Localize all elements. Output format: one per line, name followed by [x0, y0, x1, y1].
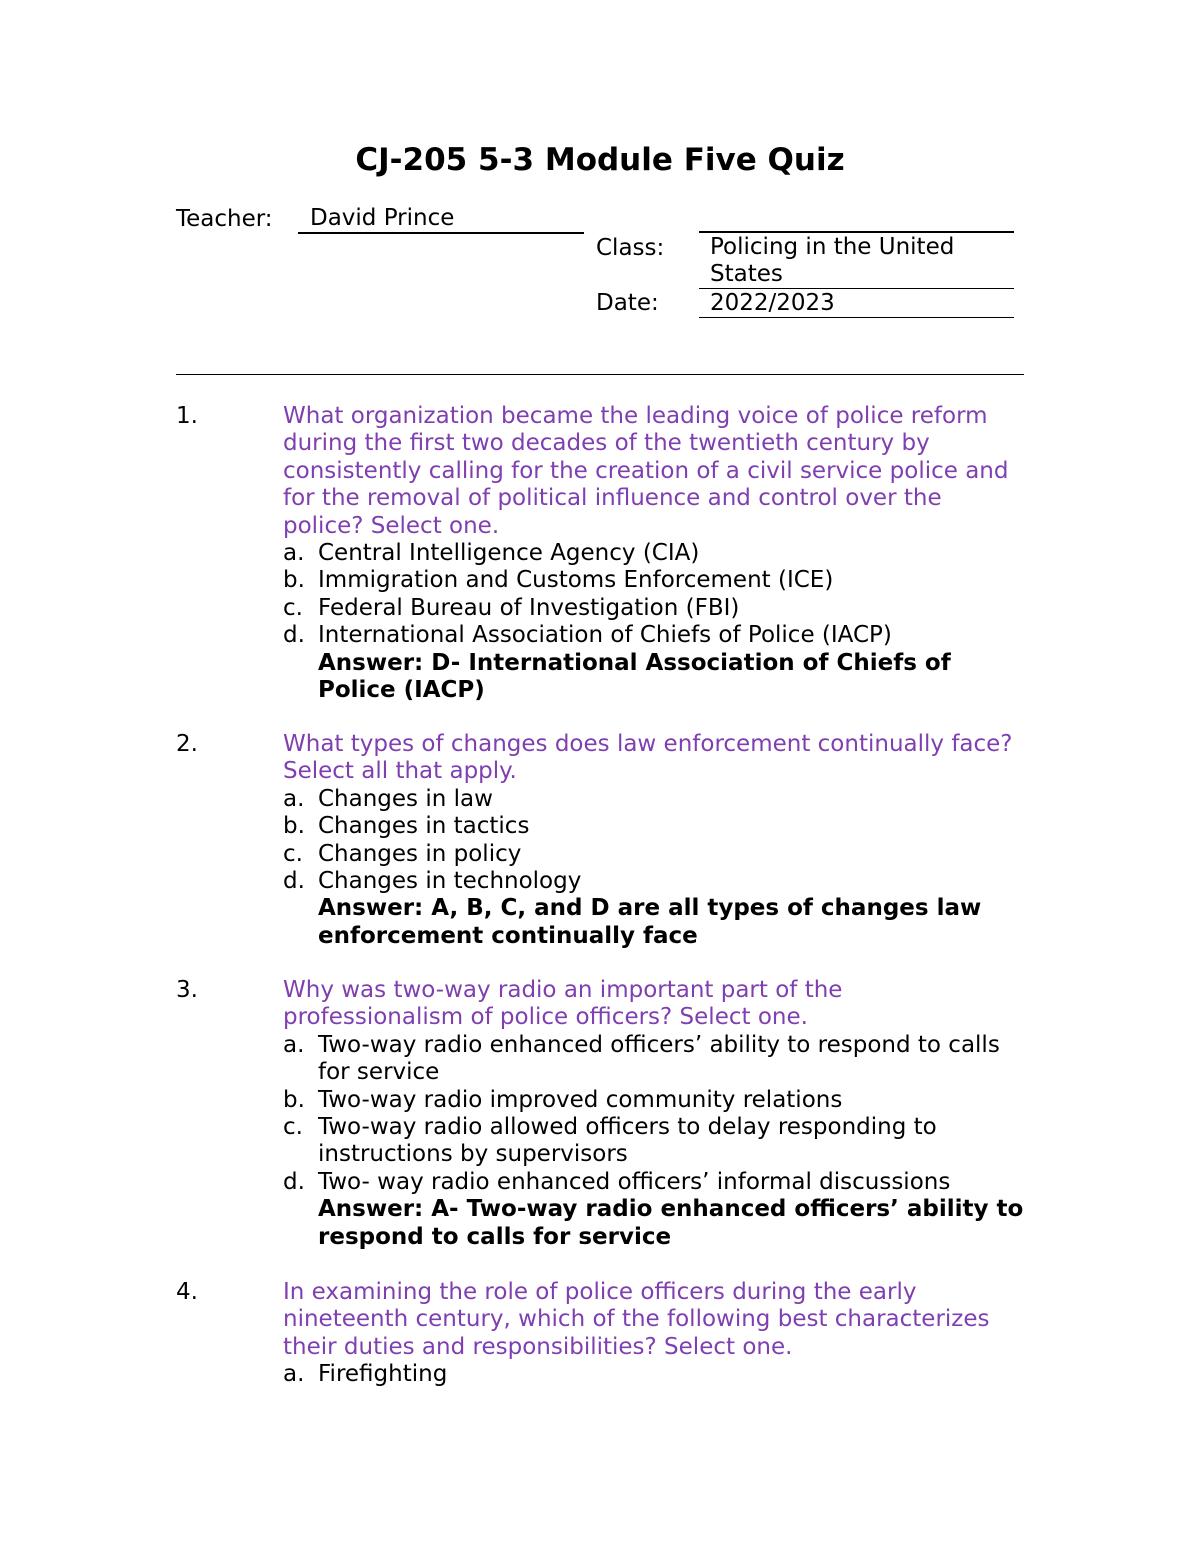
option-letter: c. [283, 1114, 303, 1141]
option-text: Firefighting [318, 1361, 448, 1388]
question-text: What organization became the leading voice of police reform during the first two decades of the twentieth century by consistently calling for the creation of a civil service police and for the removal of political influence and control over the police? Select one. [283, 403, 1009, 539]
option-d [283, 622, 1026, 649]
option-d [283, 868, 1026, 895]
class-value-line2: States [710, 261, 783, 287]
option-a [283, 1032, 1026, 1087]
option-letter: d. [283, 622, 305, 649]
option-list [283, 786, 1026, 950]
option-letter: b. [283, 1086, 305, 1113]
answer-text: Answer: D- International Association of Chiefs of Police (IACP) [318, 649, 951, 704]
option-c [283, 841, 1026, 868]
option-text: Changes in policy [318, 840, 522, 867]
option-text: Central Intelligence Agency (CIA) [318, 540, 700, 567]
option-letter: a. [283, 785, 305, 812]
option-letter: a. [283, 540, 305, 567]
question-text: In examining the role of police officers during the early nineteenth century, which of the following best characterizes their duties and responsibilities? Select one. [283, 1279, 990, 1360]
class-value-line1: Policing in the United [710, 234, 955, 260]
question-1 [176, 403, 1026, 704]
date-label: Date: [596, 290, 659, 316]
option-text: Two-way radio allowed officers to delay responding to instructions by supervisors [318, 1114, 937, 1168]
option-text: Changes in tactics [318, 813, 530, 840]
question-number: 1. [176, 403, 198, 429]
class-label: Class: [596, 235, 665, 261]
option-b [283, 813, 1026, 840]
option-letter: c. [283, 594, 303, 621]
question-number: 2. [176, 731, 198, 757]
question-2 [176, 731, 1026, 950]
option-text: Changes in law [318, 785, 493, 812]
question-text: Why was two-way radio an important part of the professionalism of police officers? Select one. [283, 977, 843, 1031]
answer-text: Answer: A- Two-way radio enhanced officers’ ability to respond to calls for service [318, 1196, 1024, 1250]
option-text: Federal Bureau of Investigation (FBI) [318, 594, 740, 621]
option-list [283, 540, 1026, 704]
option-text: Immigration and Customs Enforcement (ICE) [318, 567, 834, 594]
teacher-value: David Prince [310, 205, 455, 231]
option-list [283, 1361, 1026, 1388]
question-3 [176, 977, 1026, 1251]
option-text: International Association of Chiefs of Police (IACP) [318, 622, 892, 649]
question-text: What types of changes does law enforcement continually face? Select all that apply. [283, 731, 1013, 785]
class-field [699, 234, 1014, 289]
option-text: Two-way radio enhanced officers’ ability to respond to calls for service [318, 1031, 1000, 1086]
option-text: Two-way radio improved community relations [318, 1086, 843, 1113]
class-field-top-rule [699, 231, 1014, 233]
option-list [283, 1032, 1026, 1251]
option-letter: a. [283, 1361, 305, 1388]
option-b [283, 567, 1026, 594]
page-title: CJ-205 5-3 Module Five Quiz [355, 142, 845, 178]
option-letter: d. [283, 1168, 305, 1195]
option-a [283, 1361, 1026, 1388]
date-field [699, 290, 1014, 318]
question-number: 3. [176, 977, 198, 1003]
option-b [283, 1087, 1026, 1114]
header-divider [176, 374, 1024, 375]
option-text: Two- way radio enhanced officers’ informal discussions [318, 1168, 951, 1195]
option-a [283, 786, 1026, 813]
option-a [283, 540, 1026, 567]
option-letter: c. [283, 840, 303, 867]
teacher-field [298, 205, 584, 234]
option-d [283, 1169, 1026, 1196]
question-4 [176, 1279, 1026, 1389]
option-c [283, 595, 1026, 622]
answer-text: Answer: A, B, C, and D are all types of changes law enforcement continually face [318, 895, 982, 949]
option-text: Changes in technology [318, 868, 582, 895]
option-letter: b. [283, 567, 305, 594]
teacher-label: Teacher: [176, 206, 273, 232]
question-number: 4. [176, 1279, 198, 1305]
option-letter: b. [283, 813, 305, 840]
date-value: 2022/2023 [710, 290, 835, 316]
option-letter: d. [283, 868, 305, 895]
option-c [283, 1114, 1026, 1169]
option-letter: a. [283, 1031, 305, 1058]
